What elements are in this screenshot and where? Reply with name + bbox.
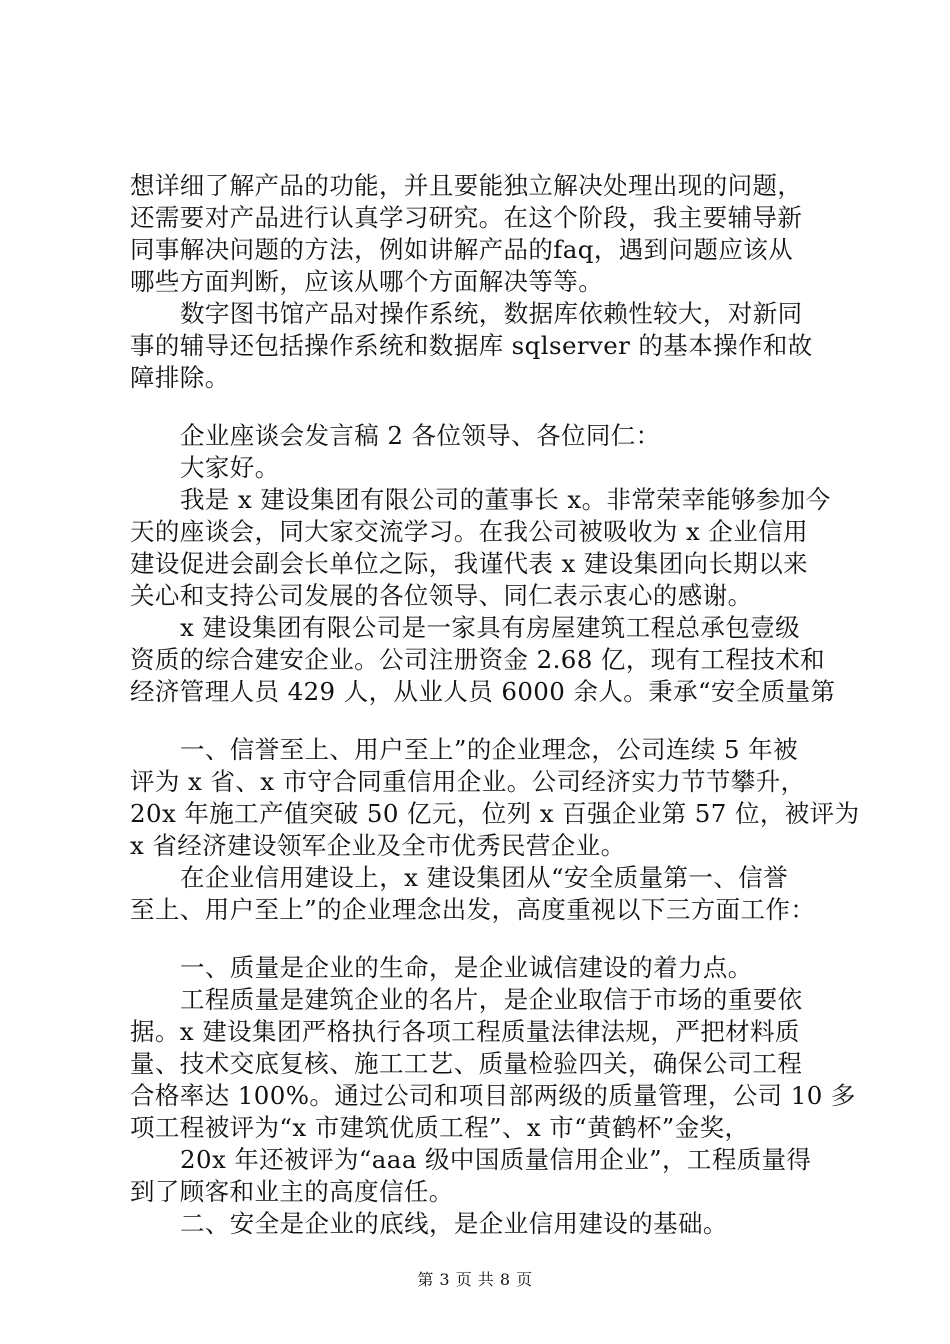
text-line: 经济管理人员 429 人，从业人员 6000 余人。秉承“安全质量第 — [130, 677, 836, 706]
text-line: 评为 x 省、x 市守合同重信用企业。公司经济实力节节攀升， — [130, 767, 806, 796]
page-number-footer: 第 3 页 共 8 页 — [417, 1270, 533, 1289]
text-line: 建设促进会副会长单位之际，我谨代表 x 建设集团向长期以来 — [130, 549, 808, 578]
text-line: 在企业信用建设上，x 建设集团从“安全质量第一、信誉 — [180, 863, 789, 892]
text-line: 企业座谈会发言稿 2 各位领导、各位同仁： — [180, 421, 661, 450]
text-line: 大家好。 — [180, 453, 280, 482]
text-line: 我是 x 建设集团有限公司的董事长 x。非常荣幸能够参加今 — [180, 485, 831, 514]
text-line: 哪些方面判断，应该从哪个方面解决等等。 — [130, 267, 604, 296]
text-line: 想详细了解产品的功能，并且要能独立解决处理出现的问题， — [130, 171, 803, 200]
text-line: 关心和支持公司发展的各位领导、同仁表示衷心的感谢。 — [130, 581, 753, 610]
text-line: 资质的综合建安企业。公司注册资金 2.68 亿，现有工程技术和 — [130, 645, 826, 674]
text-line: 同事解决问题的方法，例如讲解产品的faq，遇到问题应该从 — [130, 235, 794, 264]
text-line: 一、质量是企业的生命，是企业诚信建设的着力点。 — [180, 953, 753, 982]
text-line: 20x 年还被评为“aaa 级中国质量信用企业”，工程质量得 — [180, 1145, 812, 1174]
text-line: 还需要对产品进行认真学习研究。在这个阶段，我主要辅导新 — [130, 203, 803, 232]
text-line: 量、技术交底复核、施工工艺、质量检验四关，确保公司工程 — [130, 1049, 803, 1078]
text-line: 工程质量是建筑企业的名片，是企业取信于市场的重要依 — [180, 985, 803, 1014]
text-line: x 省经济建设领军企业及全市优秀民营企业。 — [130, 831, 626, 860]
text-line: 项工程被评为“x 市建筑优质工程”、x 市“黄鹤杯”金奖， — [130, 1113, 750, 1142]
text-line: 天的座谈会，同大家交流学习。在我公司被吸收为 x 企业信用 — [130, 517, 808, 546]
text-line: 合格率达 100%。通过公司和项目部两级的质量管理，公司 10 多 — [130, 1081, 856, 1110]
text-line: 障排除。 — [130, 363, 230, 392]
text-line: 20x 年施工产值突破 50 亿元，位列 x 百强企业第 57 位，被评为 — [130, 799, 860, 828]
text-line: 据。x 建设集团严格执行各项工程质量法律法规，严把材料质 — [130, 1017, 800, 1046]
text-line: 到了顾客和业主的高度信任。 — [130, 1177, 454, 1206]
text-line: 事的辅导还包括操作系统和数据库 sqlserver 的基本操作和故 — [130, 331, 813, 360]
text-line: 二、安全是企业的底线，是企业信用建设的基础。 — [180, 1209, 728, 1238]
text-line: 一、信誉至上、用户至上”的企业理念，公司连续 5 年被 — [180, 735, 798, 764]
text-line: x 建设集团有限公司是一家具有房屋建筑工程总承包壹级 — [180, 613, 801, 642]
text-line: 至上、用户至上”的企业理念出发，高度重视以下三方面工作： — [130, 895, 816, 924]
text-line: 数字图书馆产品对操作系统，数据库依赖性较大，对新同 — [180, 299, 803, 328]
